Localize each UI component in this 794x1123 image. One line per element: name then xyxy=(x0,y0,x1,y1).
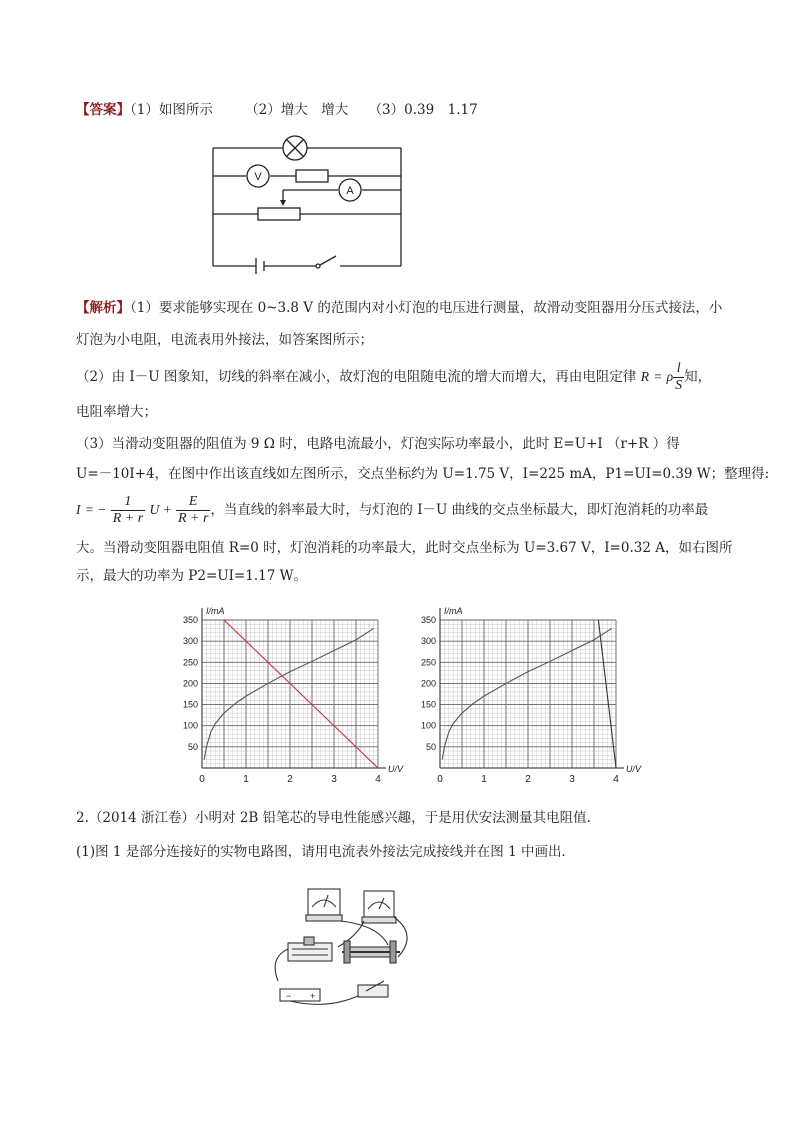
x-tick-label: 3 xyxy=(569,774,575,785)
analysis-text-3b: 知， xyxy=(684,369,712,385)
y-tick-label: 50 xyxy=(425,741,436,752)
y-tick-label: 200 xyxy=(420,678,436,689)
battery-neg: − xyxy=(286,991,292,1001)
analysis-text-1: （1）要求能够实现在 0~3.8 V 的范围内对小灯泡的电压进行测量，故滑动变阻器用分压式接法，小 xyxy=(130,300,723,316)
y-tick-label: 300 xyxy=(420,636,436,647)
analysis-text-3: （2）由 I－U 图象知，切线的斜率在减小，故灯泡的电阻随电流的增大而增大，再由电阻定律 xyxy=(76,369,637,385)
y-tick-label: 100 xyxy=(182,720,198,731)
battery-pos: + xyxy=(310,991,316,1001)
analysis-line-6: U=－10I+4，在图中作出该直线如左图所示，交点坐标约为 U=1.75 V，I=225 mA，P1=UI=0.39 W；整理得: xyxy=(76,466,770,482)
y-axis-label: I/mA xyxy=(444,606,463,616)
chart-right xyxy=(408,600,642,800)
answer-line xyxy=(76,100,478,120)
y-tick-label: 250 xyxy=(420,657,436,668)
analysis-line-5: （3）当滑动变阻器的阻值为 9 Ω 时，电路电流最小，灯泡实际功率最小，此时 E=U+I （r+R ）得 xyxy=(76,436,680,452)
formula-R: R xyxy=(640,369,649,384)
y-tick-label: 50 xyxy=(187,741,198,752)
x-tick-label: 0 xyxy=(437,774,443,785)
fraction-den: S xyxy=(675,378,683,393)
y-tick-label: 250 xyxy=(182,657,198,668)
question-2-title: 2.（2014 浙江卷）小明对 2B 铅笔芯的导电性能感兴趣，于是用伏安法测量其电阻值． xyxy=(76,810,601,826)
analysis-line-7 xyxy=(76,490,708,532)
x-axis-label: U/V xyxy=(626,764,642,774)
x-tick-label: 2 xyxy=(287,774,293,785)
x-tick-label: 4 xyxy=(613,774,619,785)
analysis-line-3 xyxy=(76,358,711,398)
y-axis-label: I/mA xyxy=(206,606,225,616)
fraction-den-2: R + r xyxy=(177,511,209,526)
ammeter-label: A xyxy=(346,185,354,197)
y-tick-label: 150 xyxy=(420,699,436,710)
x-tick-label: 1 xyxy=(481,774,487,785)
circuit-diagram xyxy=(208,138,408,268)
fraction-num-2: E xyxy=(188,494,198,509)
fraction-num: l xyxy=(676,361,681,376)
question-2-sub1: (1)图 1 是部分连接好的实物电路图，请用电流表外接法完成接线并在图 1 中画出． xyxy=(76,844,575,860)
fraction-num-1: 1 xyxy=(124,494,132,509)
analysis-label: 【解析】 xyxy=(76,300,130,316)
rheostat-device xyxy=(288,943,332,961)
formula-eq2: = − xyxy=(84,502,107,517)
series-line-2 xyxy=(224,620,378,768)
x-tick-label: 2 xyxy=(525,774,531,785)
series-line-1 xyxy=(442,628,611,759)
x-axis-label: U/V xyxy=(388,764,404,774)
figure-1-physical-circuit xyxy=(268,885,418,1010)
rheostat xyxy=(258,208,300,220)
x-tick-label: 3 xyxy=(331,774,337,785)
analysis-line-1 xyxy=(76,298,722,318)
formula-U: U + xyxy=(149,502,172,517)
fraction-den-1: R + r xyxy=(112,511,144,526)
y-tick-label: 300 xyxy=(182,636,198,647)
analysis-line-8: 大。当滑动变阻器电阻值 R=0 时，灯泡消耗的功率最大，此时交点坐标为 U=3.67 V，I=0.32 A，如右图所 xyxy=(76,540,733,556)
y-tick-label: 350 xyxy=(420,615,436,625)
answer-label: 【答案】 xyxy=(76,102,130,118)
formula-eq: = xyxy=(653,369,663,384)
voltmeter-label: V xyxy=(254,171,262,183)
answer-part1: （1）如图所示 xyxy=(130,102,213,118)
fraction-1-over-Rr xyxy=(111,494,145,527)
y-tick-label: 350 xyxy=(182,615,198,625)
x-tick-label: 1 xyxy=(243,774,249,785)
fraction-E-over-Rr xyxy=(176,494,210,527)
bulb-resistor xyxy=(296,170,328,182)
answer-part2: （2）增大 增大 xyxy=(245,102,349,118)
analysis-line-2: 灯泡为小电阻，电流表用外接法，如答案图所示； xyxy=(76,332,373,348)
meter-2 xyxy=(364,891,394,917)
y-tick-label: 150 xyxy=(182,699,198,710)
x-tick-label: 0 xyxy=(199,774,205,785)
y-tick-label: 200 xyxy=(182,678,198,689)
analysis-text-7: ，当直线的斜率最大时，与灯泡的 I－U 曲线的交点坐标最大，即灯泡消耗的功率最 xyxy=(210,502,709,518)
answer-part3: （3）0.39 1.17 xyxy=(368,102,478,118)
meter-1 xyxy=(308,889,340,915)
chart-left xyxy=(170,600,404,800)
formula-I: I xyxy=(76,502,81,517)
formula-rho: ρ xyxy=(666,369,674,384)
y-tick-label: 100 xyxy=(420,720,436,731)
x-tick-label: 4 xyxy=(375,774,381,785)
analysis-line-9: 示，最大的功率为 P2=UI=1.17 W。 xyxy=(76,568,308,584)
analysis-line-4: 电阻率增大； xyxy=(76,404,157,420)
fraction-l-over-S xyxy=(673,361,684,394)
